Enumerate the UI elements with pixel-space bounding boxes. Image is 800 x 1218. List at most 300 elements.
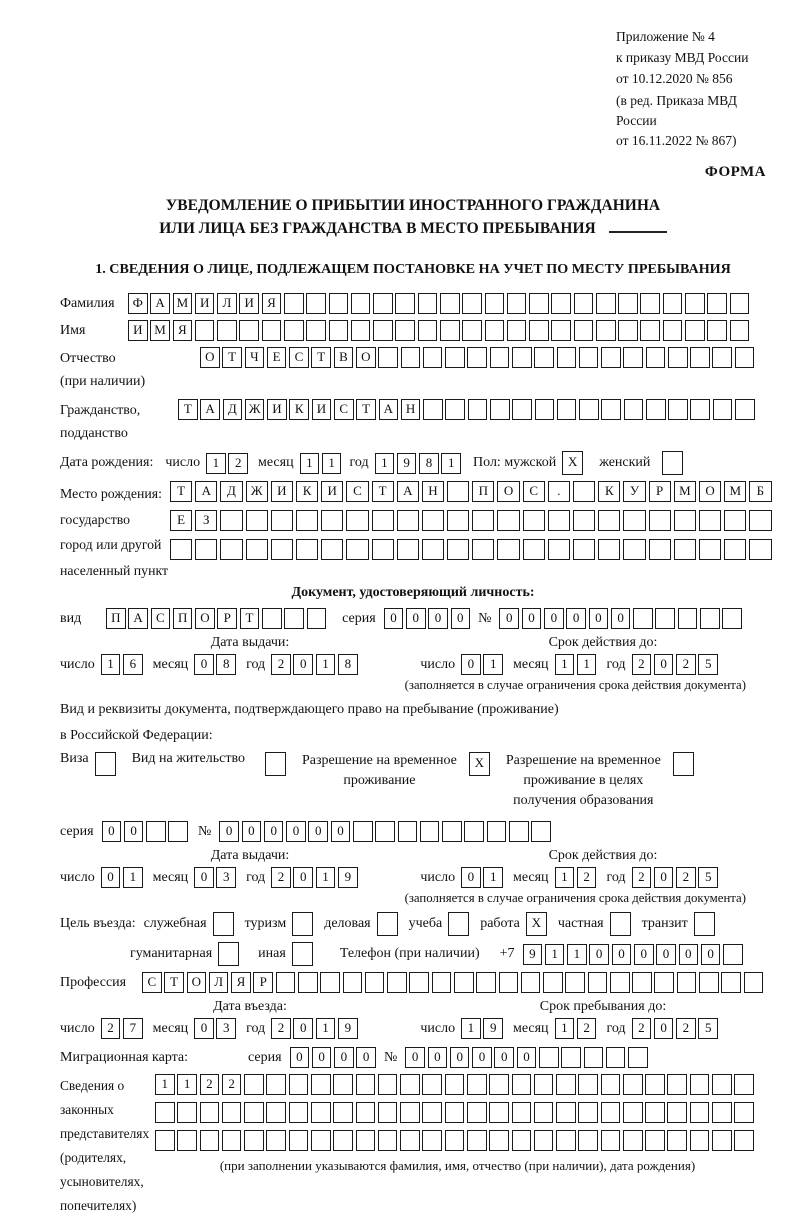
char-cell[interactable]: 2 xyxy=(676,1018,696,1039)
char-cell[interactable]: К xyxy=(289,399,309,420)
char-cell[interactable]: 1 xyxy=(577,654,597,675)
char-cell[interactable]: 9 xyxy=(338,867,358,888)
char-cell[interactable] xyxy=(744,972,764,993)
visa-checkbox[interactable] xyxy=(95,752,116,776)
char-cell[interactable]: Т xyxy=(164,972,184,993)
char-cell[interactable] xyxy=(306,320,326,341)
char-cell[interactable] xyxy=(548,510,570,531)
char-cell[interactable] xyxy=(601,399,621,420)
char-cell[interactable]: 0 xyxy=(264,821,284,842)
char-cell[interactable]: 1 xyxy=(555,654,575,675)
char-cell[interactable]: 0 xyxy=(286,821,306,842)
char-cell[interactable]: 0 xyxy=(451,608,471,629)
char-cell[interactable]: 0 xyxy=(242,821,262,842)
char-cell[interactable]: 0 xyxy=(461,654,481,675)
char-cell[interactable] xyxy=(668,399,688,420)
char-cell[interactable] xyxy=(523,510,545,531)
char-cell[interactable]: 1 xyxy=(461,1018,481,1039)
char-cell[interactable] xyxy=(497,510,519,531)
char-cell[interactable] xyxy=(418,293,438,314)
char-cell[interactable] xyxy=(578,1102,598,1123)
char-cell[interactable]: 0 xyxy=(293,1018,313,1039)
char-cell[interactable] xyxy=(378,347,398,368)
char-cell[interactable]: 0 xyxy=(356,1047,376,1068)
char-cell[interactable] xyxy=(271,539,293,560)
char-cell[interactable]: Ж xyxy=(246,481,268,502)
char-cell[interactable] xyxy=(397,510,419,531)
char-cell[interactable] xyxy=(690,1130,710,1151)
char-cell[interactable]: 1 xyxy=(375,453,395,474)
char-cell[interactable] xyxy=(645,1130,665,1151)
char-cell[interactable] xyxy=(373,293,393,314)
char-cell[interactable] xyxy=(266,1074,286,1095)
char-cell[interactable] xyxy=(311,1130,331,1151)
char-cell[interactable]: 9 xyxy=(523,944,543,965)
char-cell[interactable]: Я xyxy=(231,972,251,993)
char-cell[interactable] xyxy=(529,320,549,341)
char-cell[interactable]: 9 xyxy=(397,453,417,474)
char-cell[interactable] xyxy=(170,539,192,560)
char-cell[interactable] xyxy=(685,320,705,341)
char-cell[interactable] xyxy=(321,539,343,560)
char-cell[interactable] xyxy=(200,1130,220,1151)
char-cell[interactable]: А xyxy=(397,481,419,502)
char-cell[interactable]: Н xyxy=(401,399,421,420)
char-cell[interactable] xyxy=(422,1074,442,1095)
char-cell[interactable] xyxy=(699,510,721,531)
char-cell[interactable]: Р xyxy=(253,972,273,993)
char-cell[interactable] xyxy=(557,399,577,420)
char-cell[interactable] xyxy=(246,539,268,560)
char-cell[interactable]: К xyxy=(296,481,318,502)
char-cell[interactable] xyxy=(296,539,318,560)
char-cell[interactable]: О xyxy=(187,972,207,993)
char-cell[interactable] xyxy=(573,481,595,502)
char-cell[interactable] xyxy=(598,539,620,560)
char-cell[interactable] xyxy=(289,1130,309,1151)
char-cell[interactable]: 1 xyxy=(555,1018,575,1039)
char-cell[interactable] xyxy=(623,510,645,531)
char-cell[interactable] xyxy=(445,399,465,420)
char-cell[interactable]: 9 xyxy=(338,1018,358,1039)
char-cell[interactable] xyxy=(447,539,469,560)
char-cell[interactable]: 0 xyxy=(654,654,674,675)
char-cell[interactable]: Д xyxy=(220,481,242,502)
char-cell[interactable]: Е xyxy=(267,347,287,368)
char-cell[interactable]: 0 xyxy=(634,944,654,965)
char-cell[interactable] xyxy=(432,972,452,993)
char-cell[interactable] xyxy=(489,1130,509,1151)
char-cell[interactable] xyxy=(601,347,621,368)
char-cell[interactable]: 1 xyxy=(322,453,342,474)
char-cell[interactable] xyxy=(723,944,743,965)
char-cell[interactable] xyxy=(395,293,415,314)
residence-permit-checkbox[interactable] xyxy=(265,752,286,776)
char-cell[interactable]: С xyxy=(346,481,368,502)
char-cell[interactable]: 0 xyxy=(101,867,121,888)
char-cell[interactable]: Ф xyxy=(128,293,148,314)
char-cell[interactable]: О xyxy=(195,608,215,629)
char-cell[interactable] xyxy=(395,320,415,341)
char-cell[interactable]: В xyxy=(334,347,354,368)
char-cell[interactable] xyxy=(588,972,608,993)
char-cell[interactable] xyxy=(618,293,638,314)
char-cell[interactable]: 2 xyxy=(101,1018,121,1039)
char-cell[interactable]: И xyxy=(321,481,343,502)
char-cell[interactable] xyxy=(262,608,282,629)
char-cell[interactable] xyxy=(633,608,653,629)
char-cell[interactable] xyxy=(573,510,595,531)
char-cell[interactable] xyxy=(333,1074,353,1095)
char-cell[interactable] xyxy=(507,320,527,341)
char-cell[interactable] xyxy=(266,1102,286,1123)
char-cell[interactable]: 1 xyxy=(206,453,226,474)
char-cell[interactable] xyxy=(440,320,460,341)
char-cell[interactable]: 1 xyxy=(316,867,336,888)
char-cell[interactable]: 0 xyxy=(312,1047,332,1068)
char-cell[interactable]: 0 xyxy=(612,944,632,965)
char-cell[interactable] xyxy=(730,293,750,314)
char-cell[interactable]: Я xyxy=(262,293,282,314)
char-cell[interactable] xyxy=(529,293,549,314)
char-cell[interactable] xyxy=(556,1074,576,1095)
char-cell[interactable] xyxy=(499,972,519,993)
char-cell[interactable] xyxy=(311,1102,331,1123)
char-cell[interactable] xyxy=(523,539,545,560)
char-cell[interactable]: 1 xyxy=(555,867,575,888)
char-cell[interactable] xyxy=(512,1130,532,1151)
char-cell[interactable] xyxy=(476,972,496,993)
char-cell[interactable] xyxy=(646,347,666,368)
char-cell[interactable]: 1 xyxy=(483,867,503,888)
char-cell[interactable]: И xyxy=(239,293,259,314)
char-cell[interactable] xyxy=(246,510,268,531)
char-cell[interactable] xyxy=(512,399,532,420)
char-cell[interactable]: 0 xyxy=(544,608,564,629)
char-cell[interactable] xyxy=(561,1047,581,1068)
char-cell[interactable]: 0 xyxy=(611,608,631,629)
char-cell[interactable]: 9 xyxy=(483,1018,503,1039)
char-cell[interactable]: Н xyxy=(422,481,444,502)
char-cell[interactable]: Р xyxy=(649,481,671,502)
char-cell[interactable] xyxy=(667,1074,687,1095)
char-cell[interactable]: 8 xyxy=(216,654,236,675)
char-cell[interactable] xyxy=(623,539,645,560)
char-cell[interactable] xyxy=(534,347,554,368)
char-cell[interactable] xyxy=(200,1102,220,1123)
char-cell[interactable]: 5 xyxy=(698,1018,718,1039)
char-cell[interactable] xyxy=(712,1130,732,1151)
char-cell[interactable] xyxy=(155,1130,175,1151)
char-cell[interactable] xyxy=(306,293,326,314)
char-cell[interactable] xyxy=(712,1074,732,1095)
char-cell[interactable] xyxy=(467,347,487,368)
char-cell[interactable] xyxy=(632,972,652,993)
char-cell[interactable] xyxy=(699,972,719,993)
char-cell[interactable] xyxy=(610,972,630,993)
char-cell[interactable]: 0 xyxy=(517,1047,537,1068)
purpose-checkbox-ucheba[interactable] xyxy=(448,912,469,936)
char-cell[interactable] xyxy=(423,347,443,368)
char-cell[interactable]: У xyxy=(623,481,645,502)
char-cell[interactable] xyxy=(356,1130,376,1151)
char-cell[interactable] xyxy=(372,539,394,560)
char-cell[interactable] xyxy=(329,293,349,314)
char-cell[interactable] xyxy=(749,539,771,560)
char-cell[interactable] xyxy=(534,1074,554,1095)
char-cell[interactable]: 5 xyxy=(698,867,718,888)
char-cell[interactable] xyxy=(387,972,407,993)
char-cell[interactable] xyxy=(489,1102,509,1123)
char-cell[interactable] xyxy=(668,347,688,368)
char-cell[interactable]: С xyxy=(523,481,545,502)
char-cell[interactable] xyxy=(645,1102,665,1123)
char-cell[interactable] xyxy=(467,1130,487,1151)
char-cell[interactable] xyxy=(512,1102,532,1123)
char-cell[interactable] xyxy=(663,293,683,314)
char-cell[interactable] xyxy=(623,347,643,368)
char-cell[interactable] xyxy=(397,539,419,560)
char-cell[interactable] xyxy=(239,320,259,341)
char-cell[interactable] xyxy=(685,293,705,314)
char-cell[interactable] xyxy=(565,972,585,993)
char-cell[interactable] xyxy=(735,399,755,420)
purpose-checkbox-tranzit[interactable] xyxy=(694,912,715,936)
char-cell[interactable]: 1 xyxy=(316,654,336,675)
char-cell[interactable]: М xyxy=(724,481,746,502)
char-cell[interactable]: 0 xyxy=(472,1047,492,1068)
char-cell[interactable] xyxy=(284,320,304,341)
char-cell[interactable] xyxy=(512,347,532,368)
char-cell[interactable] xyxy=(674,510,696,531)
char-cell[interactable] xyxy=(375,821,395,842)
char-cell[interactable]: 2 xyxy=(222,1074,242,1095)
char-cell[interactable]: 0 xyxy=(308,821,328,842)
char-cell[interactable] xyxy=(699,539,721,560)
char-cell[interactable]: 1 xyxy=(123,867,143,888)
char-cell[interactable] xyxy=(535,399,555,420)
char-cell[interactable] xyxy=(551,320,571,341)
char-cell[interactable] xyxy=(353,821,373,842)
char-cell[interactable] xyxy=(195,320,215,341)
char-cell[interactable]: 3 xyxy=(216,867,236,888)
char-cell[interactable] xyxy=(296,510,318,531)
char-cell[interactable] xyxy=(713,399,733,420)
char-cell[interactable] xyxy=(598,510,620,531)
char-cell[interactable]: С xyxy=(289,347,309,368)
char-cell[interactable] xyxy=(467,1074,487,1095)
char-cell[interactable]: 0 xyxy=(331,821,351,842)
char-cell[interactable] xyxy=(420,821,440,842)
char-cell[interactable] xyxy=(262,320,282,341)
char-cell[interactable]: З xyxy=(195,510,217,531)
char-cell[interactable] xyxy=(422,1130,442,1151)
char-cell[interactable]: М xyxy=(674,481,696,502)
char-cell[interactable] xyxy=(266,1130,286,1151)
char-cell[interactable] xyxy=(646,399,666,420)
char-cell[interactable]: 0 xyxy=(405,1047,425,1068)
char-cell[interactable] xyxy=(735,347,755,368)
char-cell[interactable] xyxy=(298,972,318,993)
char-cell[interactable] xyxy=(168,821,188,842)
char-cell[interactable] xyxy=(690,347,710,368)
char-cell[interactable]: Л xyxy=(209,972,229,993)
char-cell[interactable] xyxy=(447,510,469,531)
char-cell[interactable]: П xyxy=(106,608,126,629)
char-cell[interactable] xyxy=(195,539,217,560)
char-cell[interactable]: К xyxy=(598,481,620,502)
char-cell[interactable]: Т xyxy=(372,481,394,502)
char-cell[interactable] xyxy=(462,293,482,314)
char-cell[interactable]: 0 xyxy=(194,654,214,675)
char-cell[interactable] xyxy=(734,1130,754,1151)
char-cell[interactable]: 3 xyxy=(216,1018,236,1039)
char-cell[interactable] xyxy=(601,1102,621,1123)
char-cell[interactable]: А xyxy=(200,399,220,420)
edu-permit-checkbox[interactable] xyxy=(673,752,694,776)
char-cell[interactable] xyxy=(601,1130,621,1151)
char-cell[interactable] xyxy=(356,1074,376,1095)
char-cell[interactable]: 0 xyxy=(494,1047,514,1068)
char-cell[interactable] xyxy=(329,320,349,341)
char-cell[interactable] xyxy=(489,1074,509,1095)
char-cell[interactable]: Р xyxy=(217,608,237,629)
char-cell[interactable]: 0 xyxy=(499,608,519,629)
char-cell[interactable] xyxy=(423,399,443,420)
char-cell[interactable]: 0 xyxy=(654,867,674,888)
char-cell[interactable] xyxy=(521,972,541,993)
char-cell[interactable] xyxy=(490,399,510,420)
char-cell[interactable] xyxy=(472,539,494,560)
char-cell[interactable] xyxy=(579,347,599,368)
char-cell[interactable] xyxy=(674,539,696,560)
char-cell[interactable] xyxy=(707,320,727,341)
char-cell[interactable] xyxy=(512,1074,532,1095)
char-cell[interactable] xyxy=(222,1102,242,1123)
char-cell[interactable] xyxy=(177,1130,197,1151)
char-cell[interactable] xyxy=(509,821,529,842)
char-cell[interactable]: И xyxy=(312,399,332,420)
char-cell[interactable]: 1 xyxy=(545,944,565,965)
char-cell[interactable]: С xyxy=(142,972,162,993)
char-cell[interactable] xyxy=(548,539,570,560)
char-cell[interactable] xyxy=(445,1102,465,1123)
char-cell[interactable] xyxy=(628,1047,648,1068)
char-cell[interactable] xyxy=(400,1074,420,1095)
char-cell[interactable]: 1 xyxy=(483,654,503,675)
char-cell[interactable] xyxy=(623,1074,643,1095)
char-cell[interactable]: 1 xyxy=(567,944,587,965)
char-cell[interactable] xyxy=(320,972,340,993)
char-cell[interactable]: 0 xyxy=(194,1018,214,1039)
char-cell[interactable] xyxy=(721,972,741,993)
char-cell[interactable]: 0 xyxy=(334,1047,354,1068)
char-cell[interactable] xyxy=(217,320,237,341)
char-cell[interactable] xyxy=(289,1102,309,1123)
char-cell[interactable] xyxy=(531,821,551,842)
char-cell[interactable] xyxy=(678,608,698,629)
char-cell[interactable]: П xyxy=(173,608,193,629)
char-cell[interactable] xyxy=(422,539,444,560)
purpose-checkbox-delovaya[interactable] xyxy=(377,912,398,936)
char-cell[interactable]: 0 xyxy=(589,608,609,629)
char-cell[interactable] xyxy=(373,320,393,341)
char-cell[interactable]: 2 xyxy=(228,453,248,474)
char-cell[interactable] xyxy=(333,1130,353,1151)
char-cell[interactable]: Я xyxy=(173,320,193,341)
char-cell[interactable] xyxy=(624,399,644,420)
char-cell[interactable] xyxy=(556,1130,576,1151)
char-cell[interactable]: 0 xyxy=(428,1047,448,1068)
sex-female-checkbox[interactable] xyxy=(662,451,683,475)
char-cell[interactable]: 1 xyxy=(155,1074,175,1095)
char-cell[interactable] xyxy=(220,510,242,531)
char-cell[interactable]: И xyxy=(267,399,287,420)
char-cell[interactable]: Т xyxy=(356,399,376,420)
char-cell[interactable] xyxy=(724,539,746,560)
char-cell[interactable]: 7 xyxy=(123,1018,143,1039)
char-cell[interactable]: 2 xyxy=(271,1018,291,1039)
char-cell[interactable]: 0 xyxy=(102,821,122,842)
char-cell[interactable] xyxy=(578,1074,598,1095)
char-cell[interactable] xyxy=(574,293,594,314)
char-cell[interactable] xyxy=(543,972,563,993)
char-cell[interactable] xyxy=(490,347,510,368)
char-cell[interactable] xyxy=(734,1102,754,1123)
char-cell[interactable] xyxy=(346,539,368,560)
char-cell[interactable] xyxy=(356,1102,376,1123)
char-cell[interactable]: 0 xyxy=(522,608,542,629)
char-cell[interactable] xyxy=(654,972,674,993)
char-cell[interactable]: 0 xyxy=(219,821,239,842)
char-cell[interactable] xyxy=(534,1102,554,1123)
char-cell[interactable] xyxy=(534,1130,554,1151)
char-cell[interactable] xyxy=(690,1074,710,1095)
char-cell[interactable]: 2 xyxy=(577,1018,597,1039)
char-cell[interactable] xyxy=(462,320,482,341)
char-cell[interactable]: 2 xyxy=(271,867,291,888)
char-cell[interactable] xyxy=(343,972,363,993)
char-cell[interactable] xyxy=(454,972,474,993)
purpose-checkbox-chastnaya[interactable] xyxy=(610,912,631,936)
char-cell[interactable]: Т xyxy=(170,481,192,502)
char-cell[interactable] xyxy=(351,293,371,314)
char-cell[interactable] xyxy=(596,320,616,341)
char-cell[interactable] xyxy=(398,821,418,842)
char-cell[interactable] xyxy=(244,1130,264,1151)
char-cell[interactable] xyxy=(649,510,671,531)
char-cell[interactable] xyxy=(244,1102,264,1123)
char-cell[interactable] xyxy=(222,1130,242,1151)
char-cell[interactable]: 2 xyxy=(271,654,291,675)
char-cell[interactable] xyxy=(422,1102,442,1123)
char-cell[interactable] xyxy=(485,293,505,314)
char-cell[interactable]: 8 xyxy=(338,654,358,675)
char-cell[interactable]: А xyxy=(150,293,170,314)
char-cell[interactable]: С xyxy=(334,399,354,420)
char-cell[interactable] xyxy=(645,1074,665,1095)
char-cell[interactable]: Ч xyxy=(245,347,265,368)
char-cell[interactable] xyxy=(400,1130,420,1151)
char-cell[interactable]: 8 xyxy=(419,453,439,474)
char-cell[interactable] xyxy=(578,1130,598,1151)
char-cell[interactable] xyxy=(579,399,599,420)
char-cell[interactable] xyxy=(372,510,394,531)
char-cell[interactable] xyxy=(690,1102,710,1123)
char-cell[interactable]: Л xyxy=(217,293,237,314)
char-cell[interactable] xyxy=(244,1074,264,1095)
char-cell[interactable] xyxy=(464,821,484,842)
